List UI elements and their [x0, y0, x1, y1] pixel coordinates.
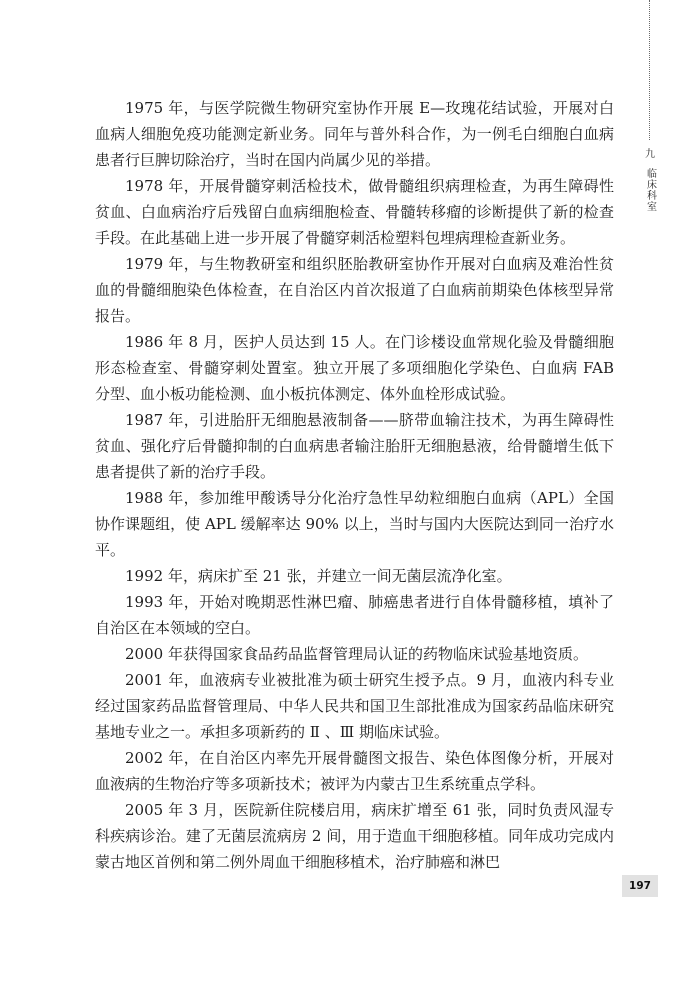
body-text — [95, 95, 614, 875]
chapter-number: 九 — [645, 149, 655, 160]
paragraph-2000: 2000 年获得国家食品药品监督管理局认证的药物临床试验基地资质。 — [125, 645, 588, 663]
paragraph-1988: 1988 年，参加维甲酸诱导分化治疗急性早幼粒细胞白血病（APL）全国协作课题组，使 APL 缓解率达 90% 以上，当时与国内大医院达到同一治疗水平。 — [95, 489, 614, 559]
paragraph-2002: 2002 年，在自治区内率先开展骨髓图文报告、染色体图像分析，开展对血液病的生物治疗等多项新技术；被评为内蒙古卫生系统重点学科。 — [95, 749, 614, 793]
paragraph-1986: 1986 年 8 月，医护人员达到 15 人。在门诊楼设血常规化验及骨髓细胞形态检查室、骨髓穿刺处置室。独立开展了多项细胞化学染色、白血病 FAB 分型、血小板功能检测、血小板抗体测定、体外血栓形成试验。 — [95, 333, 614, 403]
paragraph-1979: 1979 年，与生物教研室和组织胚胎教研室协作开展对白血病及难治性贫血的骨髓细胞染色体检查，在自治区内首次报道了白血病前期染色体核型异常报告。 — [95, 255, 614, 325]
paragraph-1992: 1992 年，病床扩至 21 张，并建立一间无菌层流净化室。 — [125, 567, 512, 585]
paragraph-1975: 1975 年，与医学院微生物研究室协作开展 E—玫瑰花结试验，开展对白血病人细胞免疫功能测定新业务。同年与普外科合作，为一例毛白细胞白血病患者行巨脾切除治疗，当时在国内尚属少见的举措。 — [95, 99, 614, 169]
paragraph-1978: 1978 年，开展骨髓穿刺活检技术，做骨髓组织病理检查，为再生障碍性贫血、白血病治疗后残留白血病细胞检查、骨髓转移瘤的诊断提供了新的检查手段。在此基础上进一步开展了骨髓穿刺活检塑料包埋病理检查新业务。 — [95, 177, 614, 247]
paragraph-1987: 1987 年，引进胎肝无细胞悬液制备——脐带血输注技术，为再生障碍性贫血、强化疗后骨髓抑制的白血病患者输注胎肝无细胞悬液，给骨髓增生低下患者提供了新的治疗手段。 — [95, 411, 614, 481]
paragraph-1993: 1993 年，开始对晚期恶性淋巴瘤、肺癌患者进行自体骨髓移植，填补了自治区在本领域的空白。 — [95, 593, 614, 637]
chapter-title: 临床科室 — [644, 168, 656, 212]
margin-dotted-rule — [649, 0, 650, 140]
paragraph-2001: 2001 年，血液病专业被批准为硕士研究生授予点。9 月，血液内科专业经过国家药品监督管理局、中华人民共和国卫生部批准成为国家药品临床研究基地专业之一。承担多项新药的 Ⅱ 、Ⅲ 期临床试验。 — [95, 671, 614, 741]
chapter-sidebar-tab — [639, 148, 661, 212]
paragraph-2005: 2005 年 3 月，医院新住院楼启用，病床扩增至 61 张，同时负责风湿专科疾病诊治。建了无菌层流病房 2 间，用于造血干细胞移植。同年成功完成内蒙古地区首例和第二例外周血干细胞移植术，治疗肺癌和淋巴 — [95, 801, 614, 871]
page-number: 197 — [622, 875, 658, 897]
